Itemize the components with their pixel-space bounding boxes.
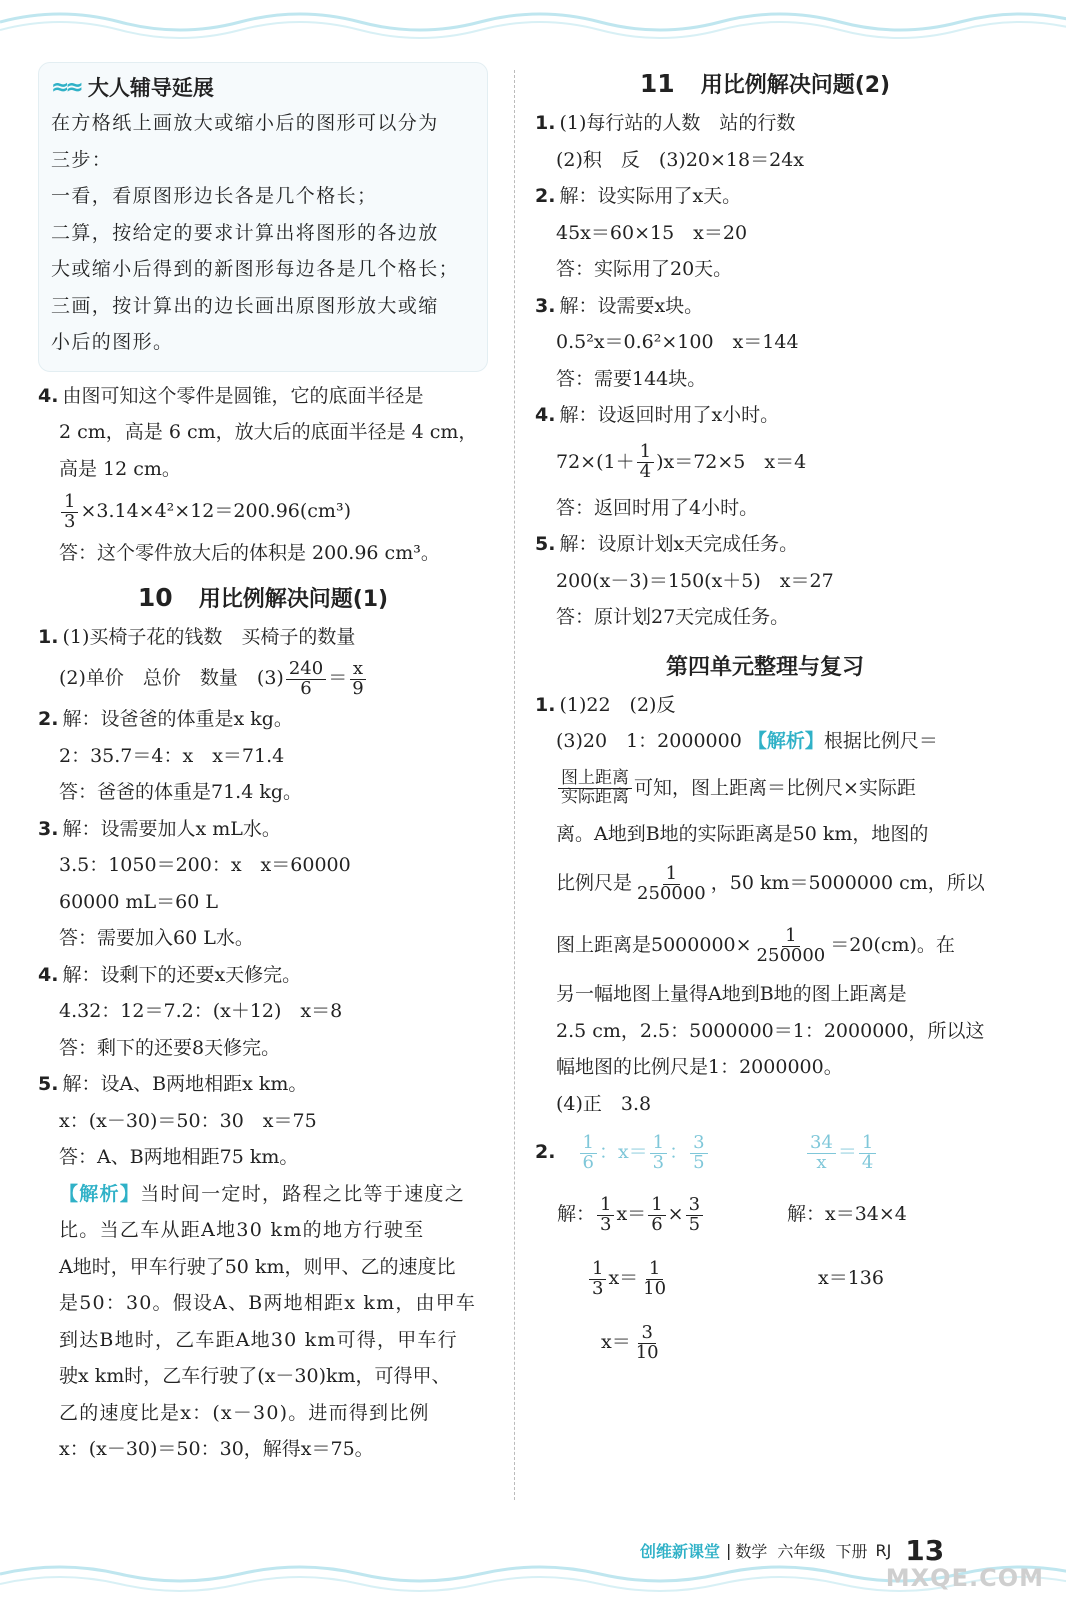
s11-q4-formula: 72×(1＋ $\frac{1}{4}$ )x＝72×5 x＝4 (556, 441, 807, 482)
s10-q4-line: 答：剩下的还要8天修完。 (59, 1036, 281, 1059)
s11-q1-line: 1. (1)每行站的人数 站的行数 (535, 112, 796, 134)
fraction: $\frac{1}{6}$ (580, 1134, 597, 1173)
s10-q5-explanation: 到达B地时，乙车距A地30 km可得，甲车行 (59, 1328, 458, 1351)
tip-box (38, 62, 488, 372)
q4-line: 2 cm，高是 6 cm，放大后的底面半径是 4 cm， (59, 421, 478, 443)
s11-q1-line: (2)积 反 (3)20×18＝24x (556, 148, 804, 171)
section-10-title: 10 用比例解决问题(1) (137, 582, 389, 612)
explanation-label: 【解析】 (59, 1182, 141, 1205)
review-q1-line: 2.5 cm，2.5：5000000＝1：2000000，所以这 (556, 1019, 985, 1042)
s11-q4-line: 4. 解：设返回时用了x小时。 (535, 404, 780, 426)
fraction: $\frac{1}{250000}$ (756, 924, 826, 966)
s10-q5-line: 答：A、B两地相距75 km。 (59, 1146, 299, 1168)
fraction: $\frac{3}{10}$ (635, 1321, 659, 1363)
q4-line: 高是 12 cm。 (59, 457, 181, 480)
s11-q5-line: 5. 解：设原计划x天完成任务。 (535, 533, 799, 555)
s11-q5-line: 200(x－3)＝150(x＋5) x＝27 (556, 569, 834, 592)
footer-separator: | (726, 1540, 732, 1560)
s10-q1-line: (2)单价 总价 数量 (3) $\frac{240}{6}$ ＝ $\frac{x}{9}$ (38, 655, 488, 701)
column-divider (514, 70, 515, 1500)
fraction: $\frac{1}{3}$ (589, 1260, 606, 1299)
fraction: $\frac{1}{4}$ (637, 443, 654, 482)
s11-q2-line: 45x＝60×15 x＝20 (556, 221, 748, 244)
review-q1-line: 离。A地到B地的实际距离是50 km，地图的 (556, 822, 929, 845)
s10-q2-line: 答：爸爸的体重是71.4 kg。 (59, 781, 303, 803)
q4-line: 4. 由图可知这个零件是圆锥，它的底面半径是 (38, 384, 424, 407)
s11-q2-line: 答：实际用了20天。 (556, 258, 733, 280)
tip-line: 小后的图形。 (51, 331, 174, 353)
brand-name: 创维新课堂 (640, 1541, 721, 1561)
review-q1-line: 1. (1)22 (2)反 (535, 693, 676, 716)
fraction: $\frac{1}{3}$ (650, 1134, 667, 1173)
fraction: $\frac{\text{图上距离}}{\text{实际距离}}$ (558, 770, 632, 807)
footer-grade: 六年级 (777, 1541, 826, 1561)
tip-line: 一看，看原图形边长各是几个格长； (51, 185, 378, 207)
review-q1-line: 另一幅地图上量得A地到B地的图上距离是 (556, 983, 907, 1005)
explanation-label: 【解析】 (747, 730, 824, 752)
footer-term: 下册 (835, 1541, 868, 1561)
s11-q5-line: 答：原计划27天完成任务。 (556, 606, 790, 628)
s11-q2-line: 2. 解：设实际用了x天。 (535, 185, 742, 207)
left-column (38, 62, 488, 1468)
s10-q3-line: 3.5：1050＝200：x x＝60000 (59, 854, 351, 876)
s10-q1-line: 1. (1)买椅子花的钱数 买椅子的数量 (38, 625, 356, 648)
fraction: $\frac{1}{6}$ (648, 1196, 665, 1235)
right-column (535, 62, 995, 1374)
s10-q5-explanation: A地时，甲车行驶了50 km，则甲、乙的速度比 (59, 1255, 456, 1278)
fraction: $\frac{x}{9}$ (349, 660, 366, 699)
fraction: $\frac{1}{3}$ (61, 493, 78, 532)
q4-answer: 答：这个零件放大后的体积是 200.96 cm³。 (59, 542, 440, 564)
s11-q3-line: 0.5²x＝0.6²×100 x＝144 (556, 331, 799, 353)
fraction: $\frac{1}{3}$ (597, 1196, 614, 1235)
s10-q5-explanation: 驶x km时，乙车行驶了(x－30)km，可得甲、 (59, 1365, 451, 1387)
s11-q3-line: 3. 解：设需要x块。 (535, 294, 704, 317)
fraction: $\frac{3}{5}$ (686, 1196, 703, 1235)
fraction: $\frac{240}{6}$ (286, 660, 326, 699)
page-footer (640, 1533, 1060, 1567)
section-11-title: 11 用比例解决问题(2) (639, 69, 891, 98)
s10-q5-explanation: x：(x－30)＝50：30，解得x＝75。 (59, 1438, 374, 1460)
s11-q4-answer: 答：返回时用了4小时。 (556, 496, 759, 519)
s10-q5-explanation: 乙的速度比是x：(x－30)。进而得到比例 (59, 1401, 430, 1424)
tip-title: 大人辅导延展 (87, 76, 214, 100)
footer-subject: 数学 (735, 1541, 768, 1561)
s10-q3-line: 3. 解：设需要加人x mL水。 (38, 817, 281, 840)
s10-q5-line: 5. 解：设A、B两地相距x km。 (38, 1073, 308, 1095)
watermark: MXQE.COM (885, 1564, 1044, 1592)
s10-q5-explanation: 【解析】当时间一定时，路程之比等于速度之 (59, 1182, 466, 1205)
fraction: $\frac{1}{250000}$ (637, 862, 706, 904)
review-q1-line: 比例尺是 $\frac{1}{250000}$ ，50 km＝5000000 cm，所以 (556, 862, 985, 904)
wave-icon: ≈≈ (51, 74, 80, 100)
q4-formula: $\frac{1}{3}$ ×3.14×4²×12＝200.96(cm³) (38, 487, 488, 535)
review-q1-line: 幅地图的比例尺是1：2000000。 (556, 1056, 843, 1078)
question-number: 4. (38, 384, 59, 407)
tip-line: 三步： (51, 148, 113, 171)
s10-q2-line: 2：35.7＝4：x x＝71.4 (59, 744, 285, 767)
s11-q3-line: 答：需要144块。 (556, 367, 707, 390)
fraction: $\frac{34}{x}$ (807, 1134, 836, 1173)
top-wave-decoration (0, 0, 1066, 40)
review-q2-solution: x＝ $\frac{3}{10}$ (535, 1310, 995, 1374)
s10-q2-line: 2. 解：设爸爸的体重是x kg。 (38, 708, 293, 730)
review-q2-solution: 解： $\frac{1}{3}$ x＝ $\frac{1}{6}$ × $\frac{3}{5}$ 解：x＝34×4 (557, 1193, 907, 1235)
review-q1-line: 图上距离是5000000× $\frac{1}{250000}$ ＝20(cm)。在 (556, 924, 955, 966)
s10-q3-line: 答：需要加入60 L水。 (59, 927, 254, 949)
review-q1-line: (4)正 3.8 (556, 1092, 652, 1115)
page-number: 13 (905, 1533, 945, 1567)
s10-q4-line: 4.32：12＝7.2：(x＋12) x＝8 (59, 1000, 343, 1022)
review-q1-line: (3)20 1：2000000 【解析】根据比例尺＝ (556, 730, 938, 752)
fraction: $\frac{1}{10}$ (643, 1257, 667, 1299)
review-title: 第四单元整理与复习 (665, 654, 864, 680)
s10-q4-line: 4. 解：设剩下的还要x天修完。 (38, 963, 302, 986)
review-q2-solution: $\frac{1}{3}$ x＝ $\frac{1}{10}$ x＝136 (535, 1246, 995, 1310)
tip-line: 二算，按给定的要求计算出将图形的各边放 (51, 221, 439, 244)
fraction: $\frac{3}{5}$ (690, 1134, 707, 1173)
review-q2-problems: 2. $\frac{1}{6}$ ：x＝ $\frac{1}{3}$ ： $\frac{3}{5}$ $\frac{34}{x}$ ＝ $\frac{1}{4}$ (535, 1122, 995, 1182)
s10-q3-line: 60000 mL＝60 L (59, 890, 218, 913)
s10-q5-line: x：(x－30)＝50：30 x＝75 (59, 1109, 317, 1132)
tip-header (51, 69, 475, 105)
tip-line: 三画，按计算出的边长画出原图形放大或缩 (51, 294, 439, 317)
fraction: $\frac{1}{4}$ (859, 1134, 876, 1173)
tip-line: 在方格纸上画放大或缩小后的图形可以分为 (51, 112, 439, 134)
s10-q5-explanation: 是50：30。假设A、B两地相距x km，由甲车 (59, 1292, 477, 1314)
s10-q5-explanation: 比。当乙车从距A地30 km的地方行驶至 (59, 1219, 425, 1241)
review-q1-line: $\frac{\text{图上距离}}{\text{实际距离}}$ 可知，图上距离＝比例尺×实际距 (535, 760, 995, 816)
footer-edition: RJ (875, 1540, 892, 1560)
tip-line: 大或缩小后得到的新图形每边各是几个格长； (51, 258, 460, 280)
